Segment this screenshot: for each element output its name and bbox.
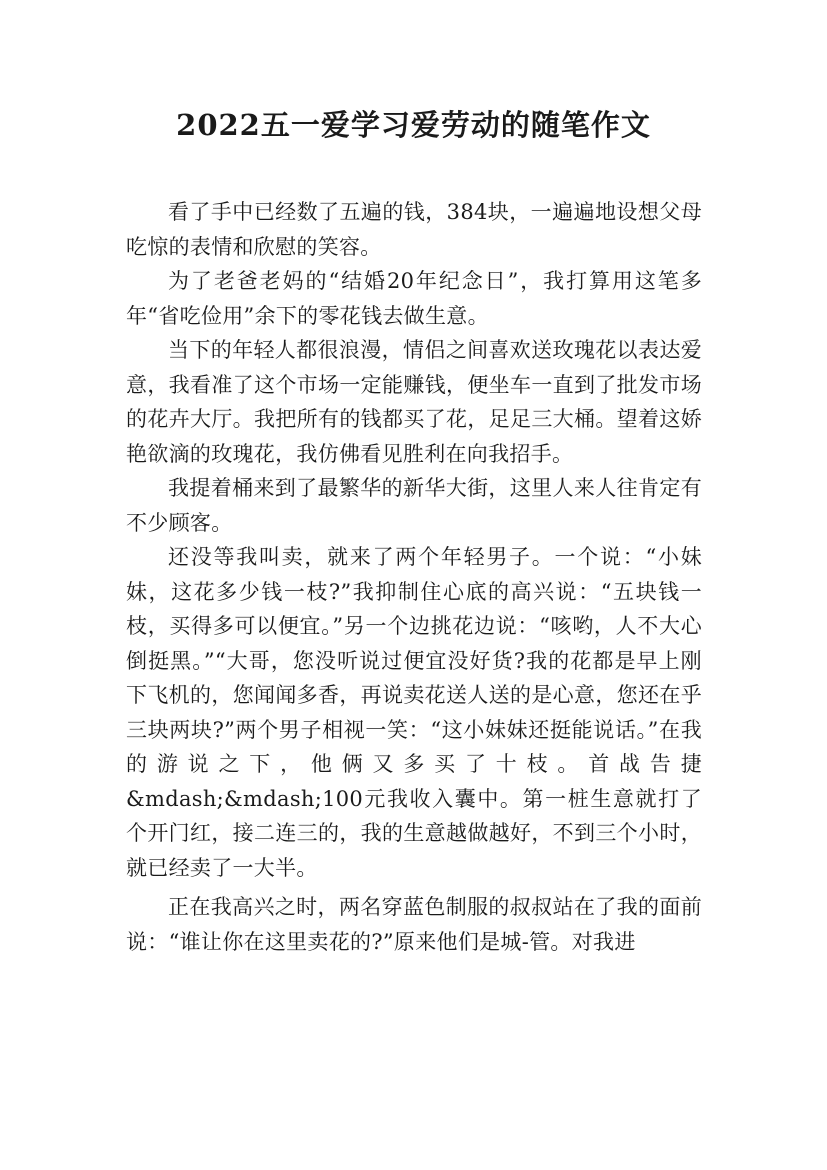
document-title: 2022五一爱学习爱劳动的随笔作文: [176, 108, 651, 142]
paragraph-6: 正在我高兴之时，两名穿蓝色制服的叔叔站在了我的面前说：“谁让你在这里卖花的?”原来他们是城-管。对我进: [126, 895, 702, 954]
paragraph-5: 还没等我叫卖，就来了两个年轻男子。一个说：“小妹妹，这花多少钱一枝?”我抑制住心底的高兴说：“五块钱一枝，买得多可以便宜。”另一个边挑花边说：“咳哟，人不大心倒挺黑。”“大哥，您没听说过便宜没好货?我的花都是早上刚下飞机的，您闻闻多香，再说卖花送人送的是心意，您还在乎三块两块?”两个男子相视一笑：“这小妹妹还挺能说话。”在我的游说之下，他俩又多买了十枝。首战告捷&mdash;&mdash;100元我收入囊中。第一桩生意就打了个开门红，接二连三的，我的生意越做越好，不到三个小时，就已经卖了一大半。: [126, 545, 702, 880]
paragraph-3: 当下的年轻人都很浪漫，情侣之间喜欢送玫瑰花以表达爱意，我看准了这个市场一定能赚钱，便坐车一直到了批发市场的花卉大厅。我把所有的钱都买了花，足足三大桶。望着这娇艳欲滴的玫瑰花，我仿佛看见胜利在向我招手。: [126, 338, 702, 466]
document-body: [126, 195, 702, 959]
paragraph-4: 我提着桶来到了最繁华的新华大街，这里人来人往肯定有不少顾客。: [126, 476, 702, 535]
paragraph-1: 看了手中已经数了五遍的钱，384块，一遍遍地设想父母吃惊的表情和欣慰的笑容。: [126, 200, 702, 259]
paragraph-2: 为了老爸老妈的“结婚20年纪念日”，我打算用这笔多年“省吃俭用”余下的零花钱去做生意。: [126, 269, 702, 328]
